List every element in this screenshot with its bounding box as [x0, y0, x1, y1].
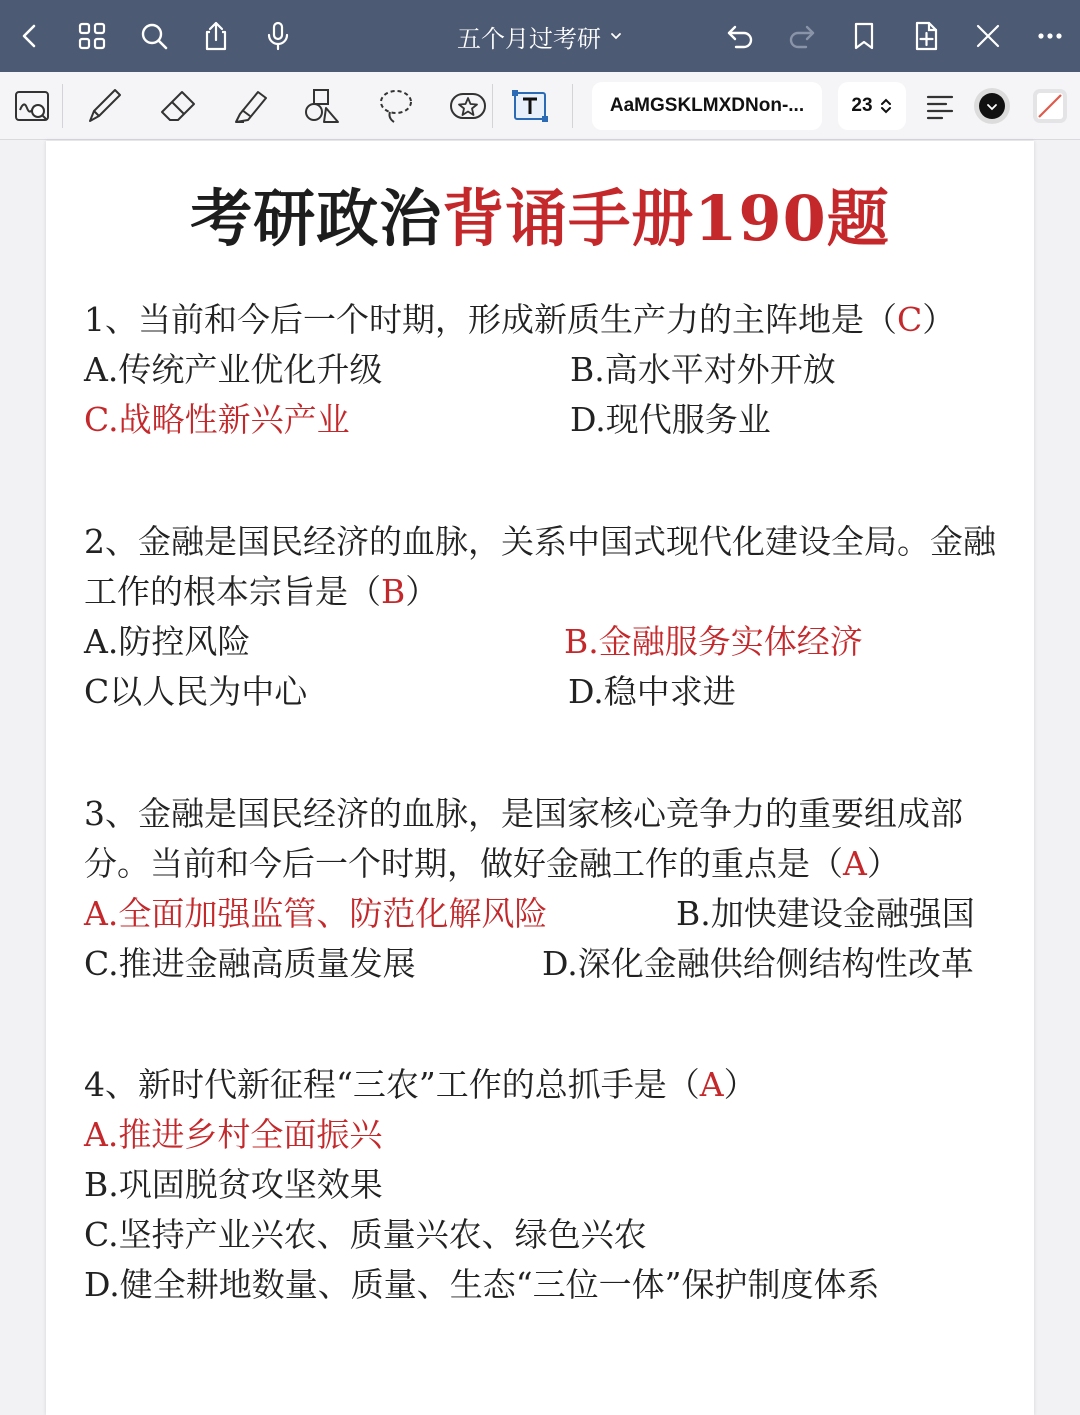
- star-sticker-icon: [446, 84, 490, 128]
- font-size-value: 23: [851, 95, 873, 116]
- no-fill-icon: [1028, 84, 1072, 128]
- question-2-option-d: D.稳中求进: [568, 672, 736, 711]
- question-1-stem: 1、当前和今后一个时期，形成新质生产力的主阵地是（C）: [84, 300, 956, 339]
- bookmark-icon: [848, 20, 880, 52]
- document-page[interactable]: [46, 141, 1034, 1415]
- text-color-button[interactable]: [968, 82, 1016, 130]
- paragraph-align-button[interactable]: [916, 82, 964, 130]
- more-button[interactable]: [1028, 14, 1072, 58]
- chevron-down-icon: [609, 29, 623, 43]
- shapes-icon: [300, 84, 344, 128]
- question-4-option-a: A.推进乡村全面振兴: [84, 1115, 383, 1154]
- question-2-answer: B: [381, 572, 406, 611]
- question-2-stem-line-1: 2、金融是国民经济的血脉，关系中国式现代化建设全局。金融: [84, 522, 996, 561]
- question-3-stem-line-2: 分。当前和今后一个时期，做好金融工作的重点是（A）: [84, 844, 900, 883]
- search-button[interactable]: [132, 14, 176, 58]
- pen-tool[interactable]: [80, 82, 128, 130]
- lasso-tool[interactable]: [372, 82, 420, 130]
- question-3-stem-line-1: 3、金融是国民经济的血脉，是国家核心竞争力的重要组成部: [84, 794, 963, 833]
- share-icon: [200, 20, 232, 52]
- question-3-answer: A: [843, 844, 867, 883]
- sticker-tool[interactable]: [444, 82, 492, 130]
- question-1-option-d: D.现代服务业: [570, 400, 771, 439]
- title-red-part: 背诵手册190题: [442, 182, 890, 255]
- question-3-option-b: B.加快建设金融强国: [676, 894, 975, 933]
- stepper-chevrons-icon: [879, 96, 893, 116]
- bookmark-button[interactable]: [842, 14, 886, 58]
- align-left-icon: [918, 84, 962, 128]
- question-2-option-a: A.防控风险: [84, 622, 251, 661]
- search-icon: [138, 20, 170, 52]
- pen-icon: [82, 84, 126, 128]
- title-black-part: 考研政治: [190, 182, 443, 255]
- share-button[interactable]: [194, 14, 238, 58]
- question-3-option-c: C.推进金融高质量发展: [84, 944, 416, 983]
- question-2-option-b: B.金融服务实体经济: [564, 622, 863, 661]
- question-1-option-b: B.高水平对外开放: [570, 350, 836, 389]
- document-title-menu[interactable]: [457, 19, 623, 54]
- question-4-option-c: C.坚持产业兴农、质量兴农、绿色兴农: [84, 1215, 647, 1254]
- zoom-window-icon: [10, 84, 54, 128]
- color-swatch-icon: [970, 84, 1014, 128]
- zoom-window-tool[interactable]: [8, 82, 56, 130]
- document-title: 五个月过考研: [457, 24, 601, 53]
- undo-button[interactable]: [718, 14, 762, 58]
- question-4-option-d: D.健全耕地数量、质量、生态“三位一体”保护制度体系: [84, 1265, 880, 1304]
- microphone-icon: [262, 20, 294, 52]
- question-4-stem: 4、新时代新征程“三农”工作的总抓手是（A）: [84, 1065, 757, 1104]
- more-icon: [1034, 20, 1066, 52]
- question-3-option-d: D.深化金融供给侧结构性改革: [542, 944, 974, 983]
- add-page-icon: [910, 20, 942, 52]
- question-4-option-b: B.巩固脱贫攻坚效果: [84, 1165, 383, 1204]
- question-2-stem-line-2: 工作的根本宗旨是（B）: [84, 572, 439, 611]
- top-nav-bar: [0, 0, 1080, 72]
- undo-icon: [724, 20, 756, 52]
- question-1-option-c: C.战略性新兴产业: [84, 400, 350, 439]
- fill-color-button[interactable]: [1026, 82, 1074, 130]
- lasso-icon: [374, 84, 418, 128]
- highlighter-icon: [228, 84, 272, 128]
- text-tool[interactable]: [506, 82, 554, 130]
- eraser-tool[interactable]: [154, 82, 202, 130]
- shapes-tool[interactable]: [298, 82, 346, 130]
- back-button[interactable]: [8, 14, 52, 58]
- question-4-answer: A: [699, 1065, 724, 1104]
- chevron-left-icon: [14, 20, 46, 52]
- grid-icon: [76, 20, 108, 52]
- redo-icon: [786, 20, 818, 52]
- font-size-select[interactable]: [838, 82, 906, 130]
- font-family-select[interactable]: AaMGSKLMXDNon-...: [592, 82, 822, 130]
- eraser-icon: [156, 84, 200, 128]
- microphone-button[interactable]: [256, 14, 300, 58]
- redo-button[interactable]: [780, 14, 824, 58]
- text-box-icon: [508, 84, 552, 128]
- question-2-option-c: C以人民为中心: [84, 672, 308, 711]
- question-3-option-a: A.全面加强监管、防范化解风险: [84, 894, 548, 933]
- close-editor-button[interactable]: [966, 14, 1010, 58]
- add-page-button[interactable]: [904, 14, 948, 58]
- highlighter-tool[interactable]: [226, 82, 274, 130]
- thumbnails-button[interactable]: [70, 14, 114, 58]
- question-1-answer: C: [897, 300, 923, 339]
- question-1-option-a: A.传统产业优化升级: [84, 350, 383, 389]
- page-title: [46, 179, 1034, 259]
- pen-cross-icon: [972, 20, 1004, 52]
